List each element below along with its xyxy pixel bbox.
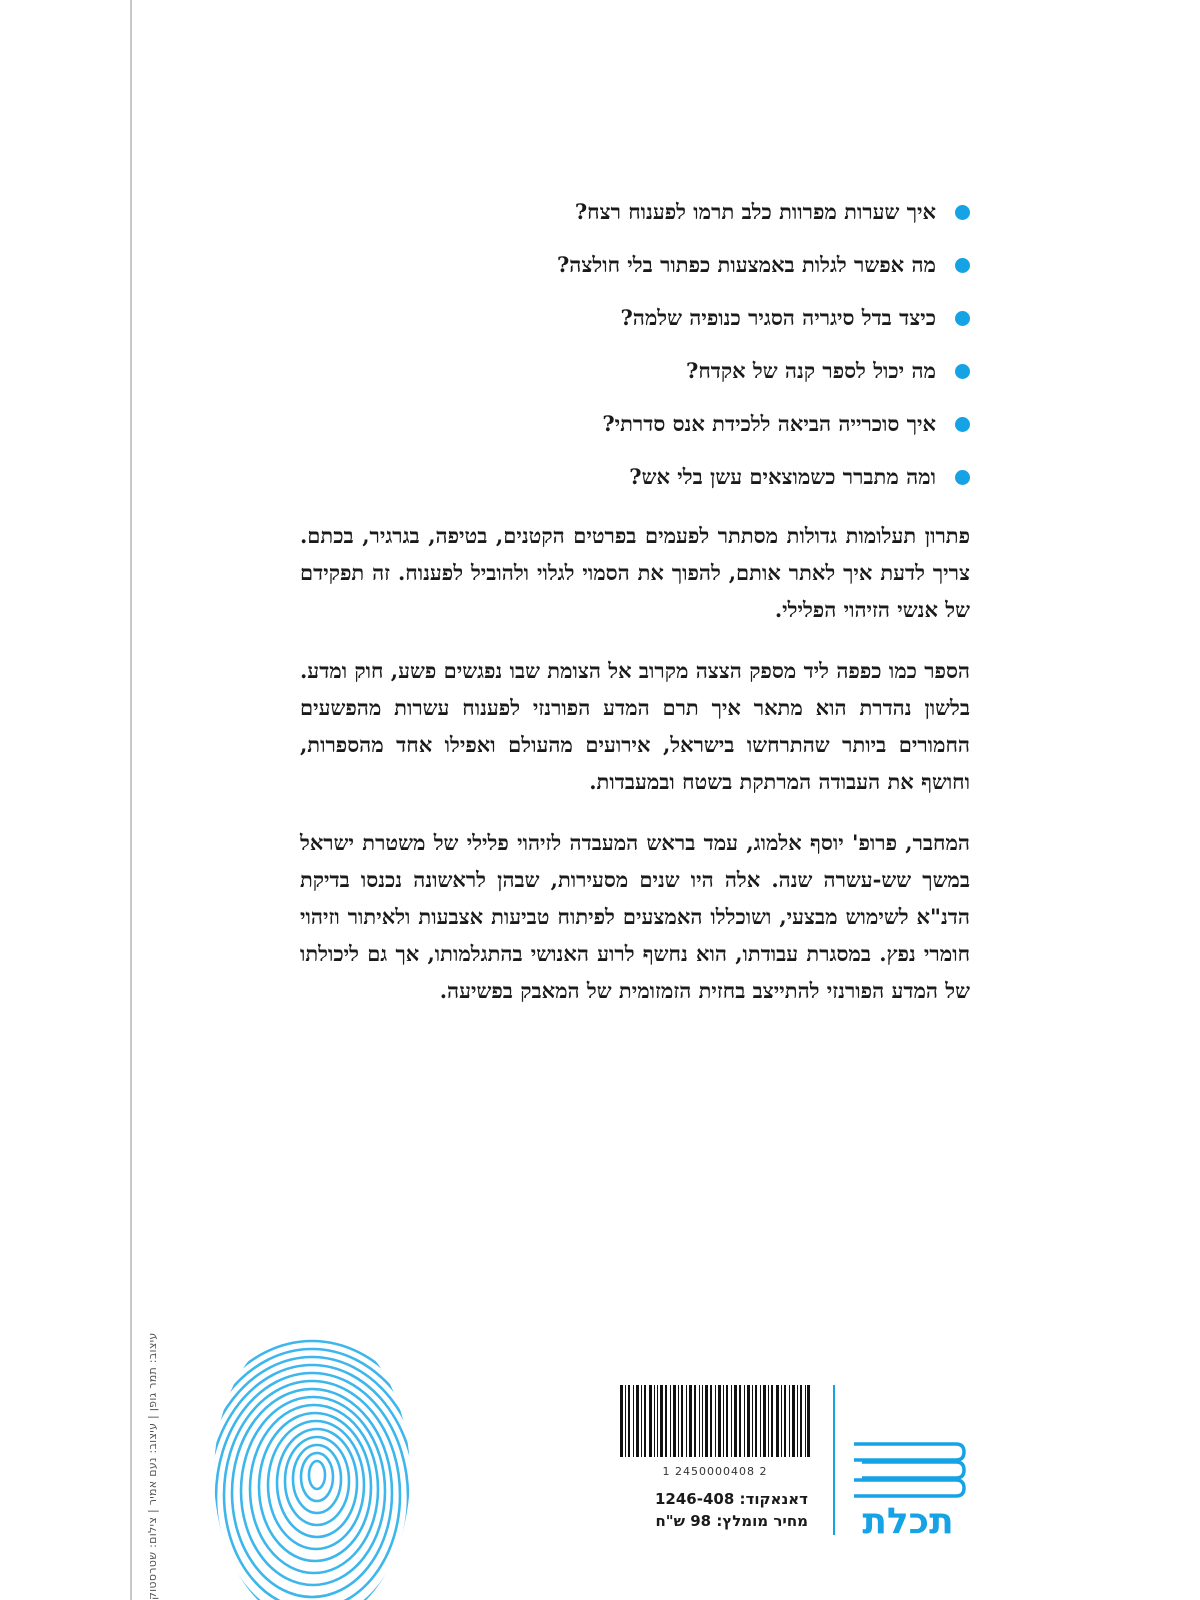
barcode-number: 1 2450000408 2 bbox=[662, 1465, 768, 1478]
bullet-dot-icon bbox=[955, 364, 970, 379]
bullet-dot-icon bbox=[955, 258, 970, 273]
question-list bbox=[300, 198, 970, 491]
question-item: כיצד בדל סיגריה הסגיר כנופיה שלמה? bbox=[300, 304, 970, 332]
bullet-dot-icon bbox=[955, 205, 970, 220]
question-item: מה יכול לספר קנה של אקדח? bbox=[300, 357, 970, 385]
publisher-name: תכלת bbox=[862, 1501, 954, 1542]
price-info bbox=[580, 1488, 808, 1532]
price-label: מחיר מומלץ: 98 ש"ח bbox=[655, 1512, 808, 1530]
fingerprint-icon bbox=[212, 1325, 412, 1600]
question-item: איך סוכרייה הביאה ללכידת אנס סדרתי? bbox=[300, 410, 970, 438]
back-cover-text bbox=[300, 198, 970, 1033]
cover-credits: עיצוב: תמר גופן | עיצוב: נעם אמיר | צילום: שטרסטוק bbox=[146, 1332, 159, 1600]
author-bio-paragraph: המחבר, פרופ' יוסף אלמוג, עמד בראש המעבדה לזיהוי פלילי של משטרת ישראל במשך שש-עשרה שנה. אלה היו שנים מסעירות, שבהן לראשונה נכנסו בדיקת הדנ"א לשימוש מבצעי, ושוכללו האמצעים לפיתוח טביעות אצבעות ולאיתור וזיהוי חומרי נפץ. במסגרת עבודתו, הוא נחשף לרוע האנושי בהתגלמותו, אך גם ליכולתו של המדע הפורנזי להתייצב בחזית הזמזומית של המאבק בפשיעה. bbox=[300, 830, 970, 1003]
question-item: ומה מתברר כשמוצאים עשן בלי אש? bbox=[300, 463, 970, 491]
barcode-block bbox=[620, 1385, 810, 1478]
blurb-paragraph: הספר כמו כפפה ליד מספק הצצה מקרוב אל הצומת שבו נפגשים פשע, חוק ומדע. בלשון נהדרת הוא מתאר איך תרם המדע הפורנזי לפענוח עשרות מהפשעים החמורים ביותר שהתרחשו בישראל, אירועים מהעולם ואפילו אחד מהספרות, וחושף את העבודה המרתקת בשטח ובמעבדות. bbox=[300, 658, 970, 794]
bullet-dot-icon bbox=[955, 417, 970, 432]
danacode-label: דאנאקוד: 1246-408 bbox=[655, 1490, 808, 1508]
bullet-dot-icon bbox=[955, 311, 970, 326]
bullet-dot-icon bbox=[955, 470, 970, 485]
question-item: איך שערות מפרוות כלב תרמו לפענוח רצח? bbox=[300, 198, 970, 226]
book-stack-icon bbox=[848, 1440, 968, 1500]
barcode-icon bbox=[620, 1385, 810, 1457]
blurb-paragraph: פתרון תעלומות גדולות מסתתר לפעמים בפרטים הקטנים, בטיפה, בגרגיר, בכתם. צריך לדעת איך לאתר אותם, להפוך את הסמוי לגלוי ולהוביל לפענוח. זה תפקידם של אנשי הזיהוי הפלילי. bbox=[300, 523, 970, 622]
question-item: מה אפשר לגלות באמצעות כפתור בלי חולצה? bbox=[300, 251, 970, 279]
publisher-logo bbox=[848, 1440, 968, 1542]
spine-fold-line bbox=[130, 0, 132, 1600]
logo-divider bbox=[833, 1385, 835, 1535]
